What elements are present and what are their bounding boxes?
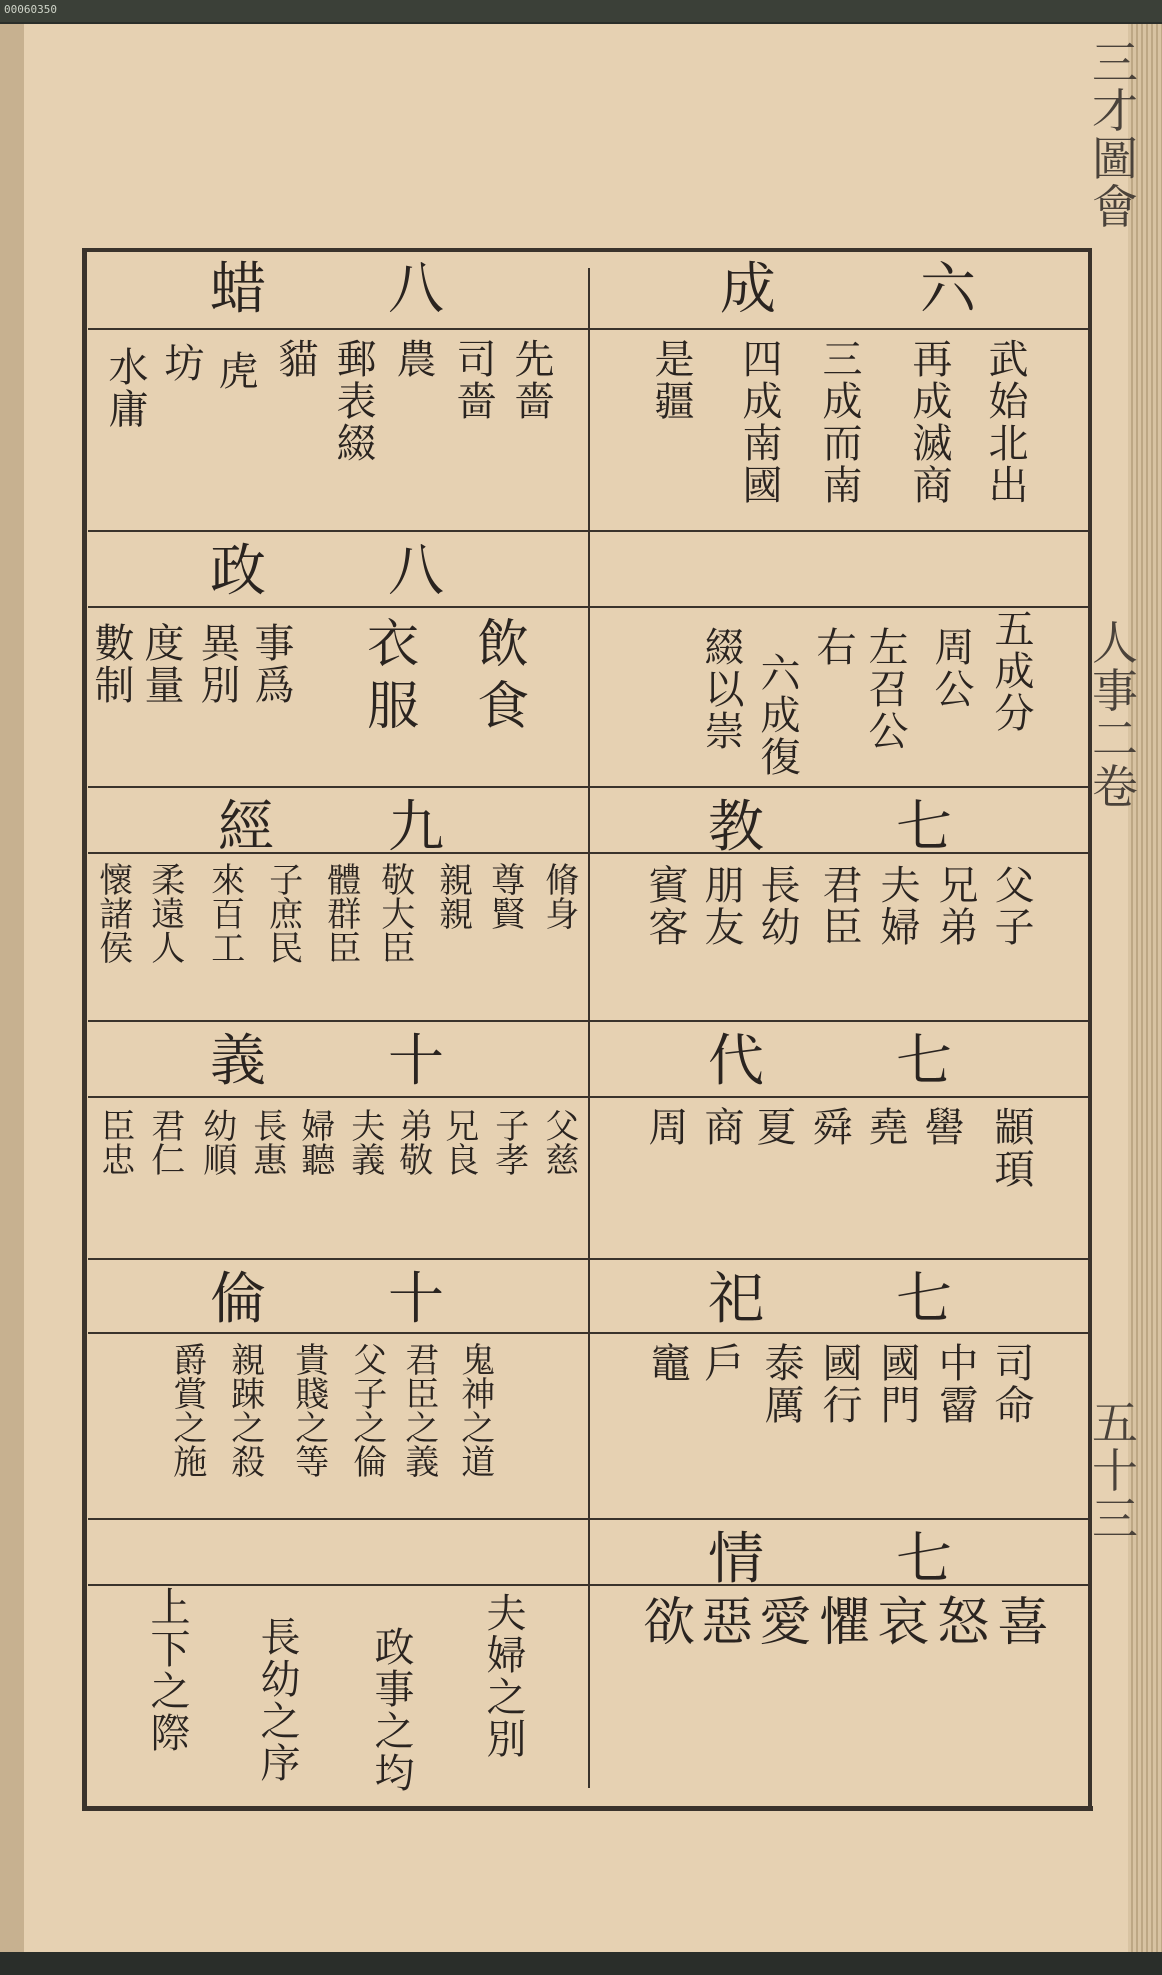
table-header: 蜡	[210, 257, 266, 322]
table-header: 八	[388, 257, 444, 322]
table-cell: 夫婦之別	[480, 1592, 526, 1760]
margin-char: 五	[1092, 1396, 1138, 1450]
table-cell: 父慈	[538, 1108, 579, 1176]
table-cell: 上下之際	[144, 1586, 190, 1754]
table-cell: 貓	[272, 338, 318, 380]
center-rule	[588, 268, 590, 1788]
table-cell: 國門	[874, 1342, 920, 1426]
table-cell: 子孝	[488, 1108, 529, 1176]
table-cell: 司嗇	[450, 338, 496, 422]
table-cell: 事爲	[248, 622, 294, 706]
table-cell: 鬼神之道	[454, 1342, 495, 1478]
table-cell: 柔遠人	[144, 862, 185, 964]
table-cell: 臣忠	[94, 1108, 135, 1176]
table-cell: 長幼之序	[254, 1616, 300, 1784]
table-cell: 貴賤之等	[288, 1342, 329, 1478]
table-cell: 堯	[862, 1106, 908, 1148]
table-header: 七	[896, 1029, 952, 1094]
table-cell: 愛	[749, 1594, 810, 1656]
table-cell: 君仁	[144, 1108, 185, 1176]
table-cell: 商	[698, 1106, 744, 1148]
table-cell: 夫婦	[874, 864, 920, 948]
table-cell: 泰厲	[758, 1342, 804, 1426]
table-cell: 左召公	[862, 626, 908, 752]
table-cell: 親踈之殺	[224, 1342, 265, 1478]
table-cell: 右	[810, 626, 856, 668]
left-page-edge	[0, 24, 24, 1952]
table-cell: 兄弟	[932, 864, 978, 948]
table-cell: 是疆	[648, 338, 694, 422]
margin-char: 會	[1092, 180, 1138, 234]
table-cell: 惡	[691, 1594, 752, 1656]
rule	[88, 1096, 1088, 1098]
table-cell: 敬大臣	[374, 862, 415, 964]
table-header: 九	[388, 795, 444, 860]
table-header: 十	[388, 1267, 444, 1332]
table-cell: 國行	[816, 1342, 862, 1426]
table-cell: 舜	[806, 1106, 852, 1148]
table-cell: 哀	[867, 1594, 928, 1656]
rule	[88, 328, 1088, 330]
table-header: 義	[210, 1029, 266, 1094]
margin-char: 圖	[1092, 132, 1138, 186]
table-cell: 賓客	[642, 864, 688, 948]
table-cell: 武始北出	[982, 338, 1028, 506]
table-cell: 君臣	[816, 864, 862, 948]
table-header: 情	[708, 1527, 764, 1592]
table-header: 十	[388, 1029, 444, 1094]
table-cell: 異別	[194, 622, 240, 706]
table-cell: 體群臣	[320, 862, 361, 964]
table-cell: 郵表綴	[330, 338, 376, 464]
table-cell: 來百工	[204, 862, 245, 964]
table-cell: 周公	[928, 626, 974, 710]
margin-char: 人	[1092, 616, 1138, 670]
rule	[88, 786, 1088, 788]
table-header: 政	[210, 539, 266, 604]
table-cell: 父子	[988, 864, 1034, 948]
table-cell: 親親	[432, 862, 473, 930]
scan-id-label: 00060350	[4, 3, 57, 16]
table-header: 六	[920, 257, 976, 322]
table-cell: 先嗇	[508, 338, 554, 422]
table-cell: 飲食	[467, 616, 528, 740]
margin-char: 卷	[1092, 760, 1138, 814]
table-cell: 綴以崇	[698, 626, 744, 752]
table-cell: 尊賢	[484, 862, 525, 930]
table-cell: 水庸	[102, 346, 148, 430]
table-cell: 虎	[212, 350, 258, 392]
table-cell: 長惠	[246, 1108, 287, 1176]
table-cell: 父子之倫	[346, 1342, 387, 1478]
table-cell: 怒	[927, 1594, 988, 1656]
margin-char: 十	[1092, 1444, 1138, 1498]
table-cell: 顓頊	[988, 1106, 1034, 1190]
table-cell: 中霤	[932, 1342, 978, 1426]
table-cell: 君臣之義	[398, 1342, 439, 1478]
table-header: 七	[896, 795, 952, 860]
table-cell: 夏	[750, 1106, 796, 1148]
table-cell: 竈	[644, 1342, 690, 1384]
table-cell: 弟敬	[392, 1108, 433, 1176]
table-cell: 喜	[987, 1594, 1048, 1656]
table-cell: 幼順	[196, 1108, 237, 1176]
table-header: 七	[896, 1527, 952, 1592]
table-cell: 三成而南	[816, 338, 862, 506]
margin-char: 事	[1092, 664, 1138, 718]
table-cell: 欲	[633, 1594, 694, 1656]
rule	[88, 1020, 1088, 1022]
table-cell: 度量	[138, 622, 184, 706]
table-cell: 再成滅商	[906, 338, 952, 506]
table-header: 經	[218, 795, 274, 860]
table-header: 七	[896, 1267, 952, 1332]
table-cell: 朋友	[698, 864, 744, 948]
table-cell: 脩身	[538, 862, 579, 930]
table-cell: 兄良	[438, 1108, 479, 1176]
table-header: 倫	[210, 1267, 266, 1332]
table-cell: 婦聽	[294, 1108, 335, 1176]
table-cell: 懷諸侯	[92, 862, 133, 964]
table-cell: 夫義	[344, 1108, 385, 1176]
table-cell: 戶	[698, 1342, 744, 1384]
rule	[88, 530, 1088, 532]
margin-char: 三	[1092, 1492, 1138, 1546]
table-cell: 六成復	[754, 652, 800, 778]
table-cell: 長幼	[754, 864, 800, 948]
rule	[88, 1258, 1088, 1260]
rule	[88, 1518, 1088, 1520]
table-cell: 數制	[88, 622, 134, 706]
table-cell: 四成南國	[736, 338, 782, 506]
margin-char: 二	[1092, 712, 1138, 766]
table-header: 八	[388, 539, 444, 604]
margin-char: 三	[1092, 36, 1138, 90]
table-cell: 衣服	[357, 616, 418, 740]
table-header: 教	[708, 795, 764, 860]
margin-char: 才	[1092, 84, 1138, 138]
page-stack-edge	[1128, 24, 1162, 1952]
table-cell: 懼	[809, 1594, 870, 1656]
table-header: 代	[708, 1029, 764, 1094]
rule	[88, 606, 1088, 608]
table-cell: 坊	[158, 342, 204, 384]
rule	[88, 1332, 1088, 1334]
table-cell: 五成分	[988, 608, 1034, 734]
right-rule	[1088, 248, 1092, 1808]
table-header: 祀	[708, 1267, 764, 1332]
table-cell: 周	[642, 1106, 688, 1148]
table-cell: 農	[390, 338, 436, 380]
table-cell: 爵賞之施	[166, 1342, 207, 1478]
table-header: 成	[720, 257, 776, 322]
top-rule	[82, 248, 1090, 252]
table-cell: 嚳	[918, 1106, 964, 1148]
scan-top-strip	[0, 0, 1162, 22]
table-cell: 政事之均	[368, 1626, 414, 1794]
table-cell: 司命	[988, 1342, 1034, 1426]
table-cell: 子庶民	[262, 862, 303, 964]
